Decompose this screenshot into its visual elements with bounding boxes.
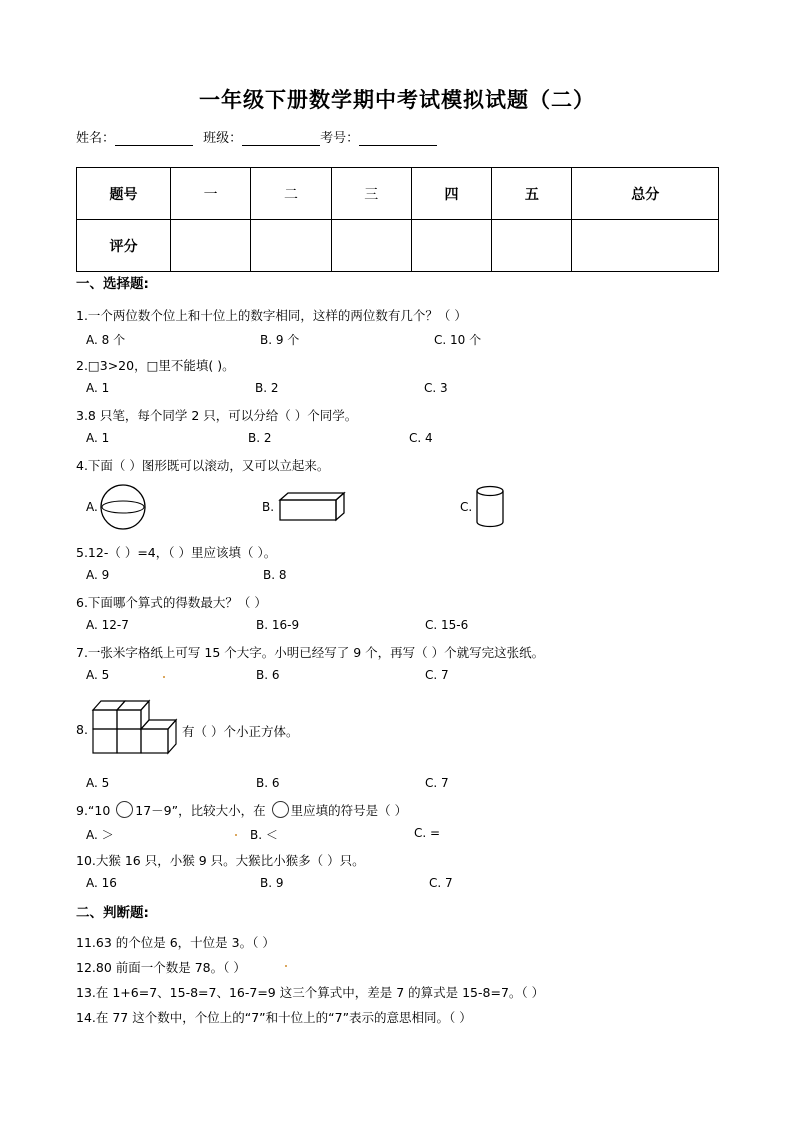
score-cell[interactable]: [251, 220, 331, 272]
option-9c[interactable]: C. =: [414, 826, 441, 840]
question-12: 12.80 前面一个数是 78。（ ）: [76, 960, 246, 975]
option-1b[interactable]: B. 9 个: [260, 333, 300, 347]
option-1a[interactable]: A. 8 个: [86, 333, 126, 347]
option-3b[interactable]: B. 2: [248, 431, 272, 445]
option-3c[interactable]: C. 4: [409, 431, 433, 445]
question-11: 11.63 的个位是 6，十位是 3。（ ）: [76, 935, 275, 950]
class-blank[interactable]: [242, 131, 320, 146]
speck: [235, 834, 237, 836]
option-6b[interactable]: B. 16-9: [256, 618, 300, 632]
option-5a[interactable]: A. 9: [86, 568, 110, 582]
score-cell[interactable]: [411, 220, 491, 272]
option-7c[interactable]: C. 7: [425, 668, 449, 682]
option-2a[interactable]: A. 1: [86, 381, 110, 395]
question-8-number: 8.: [76, 722, 88, 737]
score-header-cell: 五: [492, 168, 572, 220]
score-header-cell: 四: [411, 168, 491, 220]
question-8: 有（ ）个小正方体。: [182, 724, 299, 739]
score-row-label: 评分: [77, 220, 171, 272]
sphere-figure: [100, 488, 148, 528]
option-9a[interactable]: A. ＞: [86, 828, 114, 842]
option-4a[interactable]: A.: [86, 500, 98, 514]
score-cell[interactable]: [171, 220, 251, 272]
section-title-judgment: 二、判断题:: [76, 905, 149, 921]
option-2c[interactable]: C. 3: [424, 381, 448, 395]
question-9-part3: 里应填的符号是（ ）: [290, 803, 408, 818]
question-10: 10.大猴 16 只，小猴 9 只。大猴比小猴多（ ）只。: [76, 853, 365, 868]
question-1: 1.一个两位数个位上和十位上的数字相同，这样的两位数有几个？（ ）: [76, 308, 467, 323]
score-header-cell: 总分: [572, 168, 719, 220]
option-6a[interactable]: A. 12-7: [86, 618, 129, 632]
score-cell[interactable]: [572, 220, 719, 272]
cylinder-figure: [474, 485, 508, 529]
option-1c[interactable]: C. 10 个: [434, 333, 482, 347]
score-header-cell: 题号: [77, 168, 171, 220]
question-9-part2: 17－9”，比较大小，在: [135, 803, 270, 818]
name-label: 姓名：: [76, 131, 116, 146]
cuboid-figure: [278, 492, 348, 522]
option-8a[interactable]: A. 5: [86, 776, 110, 790]
class-label: 班级：: [203, 131, 243, 146]
option-7b[interactable]: B. 6: [256, 668, 280, 682]
score-header-cell: 三: [331, 168, 411, 220]
option-10c[interactable]: C. 7: [429, 876, 453, 890]
question-6: 6.下面哪个算式的得数最大？（ ）: [76, 595, 267, 610]
question-7: 7.一张米字格纸上可写 15 个大字。小明已经写了 9 个，再写（ ）个就写完这张纸。: [76, 645, 545, 660]
option-7a[interactable]: A. 5: [86, 668, 110, 682]
page-title: 一年级下册数学期中考试模拟试题（二）: [199, 88, 595, 112]
option-6c[interactable]: C. 15-6: [425, 618, 469, 632]
exam-no-label: 考号：: [320, 131, 360, 146]
question-2: 2.□3>20，□里不能填( )。: [76, 358, 235, 373]
option-3a[interactable]: A. 1: [86, 431, 110, 445]
option-9b[interactable]: B. ＜: [250, 828, 278, 842]
question-14: 14.在 77 这个数中，个位上的“7”和十位上的“7”表示的意思相同。（ ）: [76, 1010, 472, 1025]
score-header-cell: 一: [171, 168, 251, 220]
option-8c[interactable]: C. 7: [425, 776, 449, 790]
option-2b[interactable]: B. 2: [255, 381, 279, 395]
score-header-cell: 二: [251, 168, 331, 220]
question-5: 5.12-（ ）=4，（ ）里应该填（ ）。: [76, 545, 277, 560]
option-10a[interactable]: A. 16: [86, 876, 117, 890]
exam-no-blank[interactable]: [359, 131, 437, 146]
cubes-figure: [90, 697, 182, 757]
score-table: [76, 167, 719, 272]
question-9-part1: 9.“10: [76, 803, 115, 818]
question-9: [76, 801, 407, 819]
student-info-line: [76, 127, 437, 146]
score-cell[interactable]: [331, 220, 411, 272]
section-title-choice: 一、选择题:: [76, 276, 149, 292]
option-5b[interactable]: B. 8: [263, 568, 287, 582]
option-4b[interactable]: B.: [262, 500, 275, 514]
speck: [163, 676, 165, 678]
blank-circle: [116, 801, 133, 818]
score-table-score-row: [77, 220, 719, 272]
blank-circle: [272, 801, 289, 818]
question-4: 4.下面（ ）图形既可以滚动，又可以立起来。: [76, 458, 330, 473]
option-8b[interactable]: B. 6: [256, 776, 280, 790]
question-13: 13.在 1+6=7、15-8=7、16-7=9 这三个算式中，差是 7 的算式是 15-8=7。（ ）: [76, 985, 545, 1000]
option-4c[interactable]: C.: [460, 500, 473, 514]
question-3: 3.8 只笔，每个同学 2 只，可以分给（ ）个同学。: [76, 408, 358, 423]
score-cell[interactable]: [492, 220, 572, 272]
score-table-header-row: [77, 168, 719, 220]
name-blank[interactable]: [115, 131, 193, 146]
speck: [285, 965, 287, 967]
option-10b[interactable]: B. 9: [260, 876, 284, 890]
